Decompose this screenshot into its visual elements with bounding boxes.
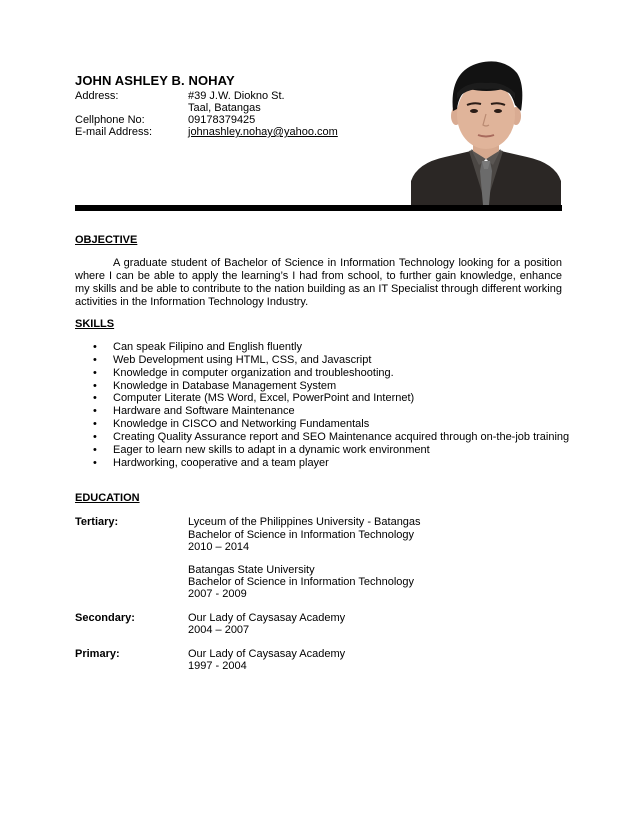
tertiary-2-years: 2007 - 2009 — [188, 588, 247, 600]
secondary-years: 2004 – 2007 — [188, 624, 250, 636]
skill-text: Knowledge in Database Management System — [113, 379, 337, 392]
skill-text: Hardware and Software Maintenance — [113, 405, 295, 418]
cellphone-label: Cellphone No: — [75, 114, 145, 126]
education-heading: EDUCATION — [75, 492, 140, 504]
skill-text: Can speak Filipino and English fluently — [113, 341, 302, 353]
bullet-icon: • — [93, 405, 97, 418]
list-item — [75, 392, 562, 405]
list-item — [75, 430, 570, 444]
bullet-icon: • — [93, 430, 97, 443]
cellphone-value: 09178379425 — [188, 114, 256, 126]
tertiary-1-school: Lyceum of the Philippines University - Batangas — [188, 516, 421, 528]
bullet-icon: • — [93, 353, 97, 366]
skills-list — [75, 341, 570, 469]
bullet-icon: • — [93, 341, 97, 353]
email-label: E-mail Address: — [75, 126, 153, 138]
objective-heading: OBJECTIVE — [75, 234, 138, 246]
bullet-icon: • — [93, 392, 97, 405]
bullet-icon: • — [93, 379, 97, 392]
address-line-2: Taal, Batangas — [188, 102, 261, 114]
primary-label: Primary: — [75, 648, 120, 660]
list-item — [75, 380, 562, 393]
objective-text: A graduate student of Bachelor of Science in Information Technology looking for a position where I can be able to apply the learning’s I had from school, to further gain knowledge, enhance my skills and be able to contribute to the nation building as an IT Specialist through different working activities in the Information Technology Industry. — [75, 257, 562, 308]
skill-text: Hardworking, cooperative and a team player — [113, 456, 329, 469]
address-line-1: #39 J.W. Diokno St. — [188, 90, 285, 102]
bullet-icon: • — [93, 418, 97, 431]
skills-heading: SKILLS — [75, 318, 115, 330]
list-item — [75, 367, 562, 380]
skill-text: Web Development using HTML, CSS, and Javascript — [113, 353, 372, 366]
email-link[interactable]: johnashley.nohay@yahoo.com — [188, 126, 338, 138]
skill-text: Computer Literate (MS Word, Excel, PowerPoint and Internet) — [113, 392, 415, 405]
tertiary-2-school: Batangas State University — [188, 564, 315, 576]
list-item — [75, 418, 562, 431]
skill-text: Creating Quality Assurance report and SEO Maintenance acquired through on-the-job training — [113, 430, 570, 443]
bullet-icon: • — [93, 366, 97, 379]
tertiary-label: Tertiary: — [75, 516, 119, 528]
tertiary-1-degree: Bachelor of Science in Information Technology — [188, 529, 415, 541]
secondary-school: Our Lady of Caysasay Academy — [188, 612, 346, 624]
portrait-icon — [411, 59, 561, 205]
secondary-label: Secondary: — [75, 612, 135, 624]
primary-years: 1997 - 2004 — [188, 660, 247, 672]
primary-school: Our Lady of Caysasay Academy — [188, 648, 346, 660]
tertiary-1-years: 2010 – 2014 — [188, 541, 250, 553]
list-item — [75, 354, 562, 367]
applicant-name: JOHN ASHLEY B. NOHAY — [75, 73, 235, 88]
skill-text: Eager to learn new skills to adapt in a dynamic work environment — [113, 443, 430, 456]
list-item — [75, 405, 562, 418]
header-divider — [75, 205, 562, 211]
tertiary-2-degree: Bachelor of Science in Information Technology — [188, 576, 415, 588]
list-item — [75, 341, 562, 354]
list-item — [75, 444, 562, 457]
skill-text: Knowledge in computer organization and troubleshooting. — [113, 366, 394, 379]
bullet-icon: • — [93, 456, 97, 469]
bullet-icon: • — [93, 443, 97, 456]
address-label: Address: — [75, 90, 119, 102]
skill-text: Knowledge in CISCO and Networking Fundamentals — [113, 418, 370, 431]
profile-photo — [411, 59, 561, 205]
list-item — [75, 457, 562, 470]
